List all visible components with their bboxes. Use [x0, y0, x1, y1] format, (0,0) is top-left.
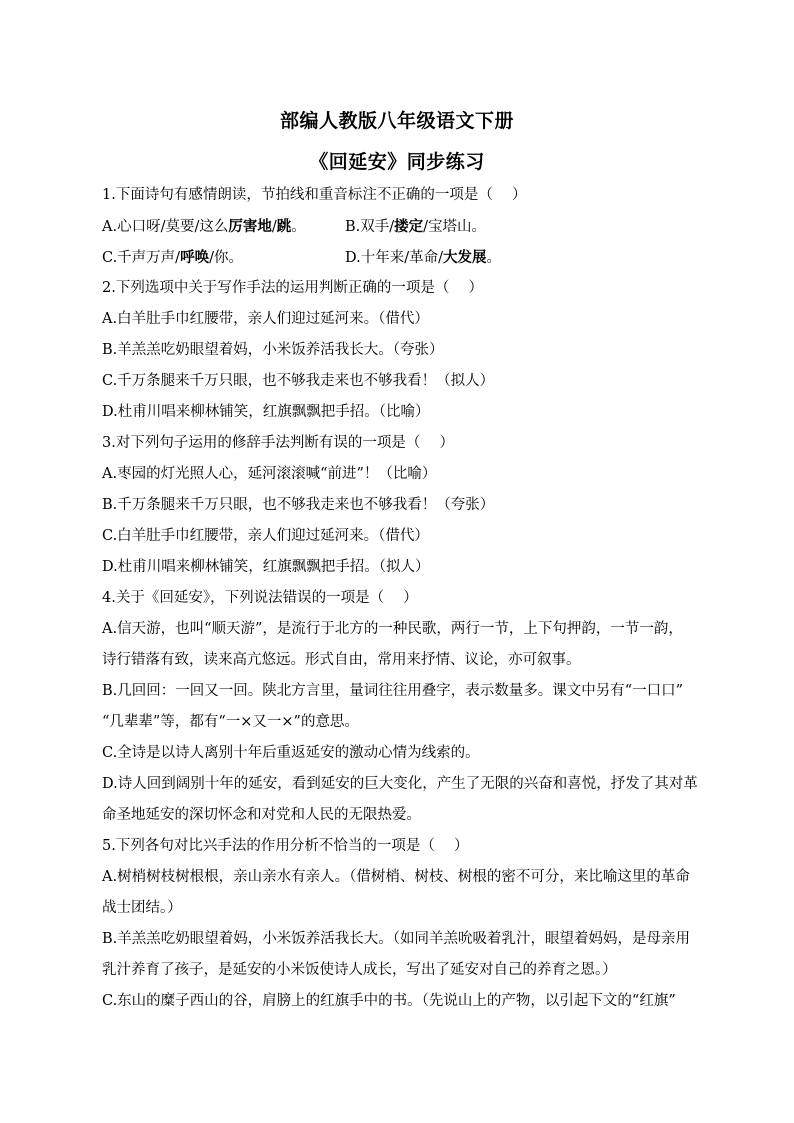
question-5-option-c-line-1: C.东山的糜子西山的谷，肩膀上的红旗手中的书。（先说山上的产物，以引起下文的“红旗”: [102, 993, 676, 1009]
question-3-option-a: A.枣园的灯光照人心，延河滚滚喊“前进”！（比喻）: [102, 466, 437, 482]
question-3-option-c: C.白羊肚手巾红腰带，亲人们迎过延河来。（借代）: [102, 528, 429, 544]
question-4-option-b-line-1: B.几回回：一回又一回。陕北方言里，量词往往用叠字，表示数量多。课文中另有“一口口”: [102, 683, 684, 699]
question-2-option-c: C.千万条腿来千万只眼，也不够我走来也不够我看！（拟人）: [102, 373, 495, 389]
exercise-content: [102, 180, 732, 1017]
question-5-stem: 5.下列各句对比兴手法的作用分析不恰当的一项是（ ）: [102, 838, 469, 854]
question-2-stem: 2.下列选项中关于写作手法的运用判断正确的一项是（ ）: [102, 280, 483, 296]
question-4-option-a-line-1: A.信天游，也叫“顺天游”，是流行于北方的一种民歌，两行一节，上下句押韵，一节一韵，: [102, 621, 683, 637]
question-4-option-c: C.全诗是以诗人离别十年后重返延安的激动心情为线索的。: [102, 745, 480, 761]
question-1-option-c: C.千声万声/呼唤/你。: [102, 249, 243, 266]
question-1-option-b: B.双手/搂定/宝塔山。: [345, 218, 487, 235]
question-3-option-b: B.千万条腿来千万只眼，也不够我走来也不够我看！（夸张）: [102, 497, 495, 513]
question-4-stem: 4.关于《回延安》，下列说法错误的一项是（ ）: [102, 590, 418, 606]
question-5-option-b-line-1: B.羊羔羔吃奶眼望着妈，小米饭养活我长大。（如同羊羔吮吸着乳汁，眼望着妈妈，是母亲用: [102, 931, 691, 947]
question-4-option-d-line-1: D.诗人回到阔别十年的延安，看到延安的巨大变化，产生了无限的兴奋和喜悦，抒发了其对革: [102, 776, 698, 792]
document-title: 部编人教版八年级语文下册: [279, 110, 514, 132]
question-1-stem: 1.下面诗句有感情朗读，节拍线和重音标注不正确的一项是（ ）: [102, 187, 527, 203]
question-1-option-a: A.心口呀/莫要/这么厉害地/跳。: [102, 218, 306, 235]
question-2-option-a: A.白羊肚手巾红腰带，亲人们迎过延河来。（借代）: [102, 311, 429, 327]
question-5-option-a-line-2: 战士团结。）: [102, 900, 182, 916]
question-2-option-d: D.杜甫川唱来柳林铺笑，红旗飘飘把手招。（比喻）: [102, 404, 430, 420]
question-4-option-a-line-2: 诗行错落有致，读来高亢悠远。形式自由，常用来抒情、议论，亦可叙事。: [102, 652, 581, 668]
question-5-option-a-line-1: A.树梢树枝树根根，亲山亲水有亲人。（借树梢、树枝、树根的密不可分，来比喻这里的革命: [102, 869, 690, 885]
document-subtitle: 《回延安》同步练习: [309, 151, 485, 173]
question-3-option-d: D.杜甫川唱来柳林铺笑，红旗飘飘把手招。（拟人）: [102, 559, 430, 575]
question-4-option-b-line-2: “几辈辈”等，都有“一×又一×”的意思。: [102, 714, 359, 730]
question-1-options-row-2: [102, 242, 732, 273]
question-1-options-row-1: [102, 211, 732, 242]
question-3-stem: 3.对下列句子运用的修辞手法判断有误的一项是（ ）: [102, 435, 454, 451]
question-1-option-d: D.十年来/革命/大发展。: [345, 249, 501, 266]
question-2-option-b: B.羊羔羔吃奶眼望着妈，小米饭养活我长大。（夸张）: [102, 342, 444, 358]
question-5-option-b-line-2: 乳汁养育了孩子，是延安的小米饭使诗人成长，写出了延安对自己的养育之恩。）: [102, 962, 617, 978]
question-4-option-d-line-2: 命圣地延安的深切怀念和对党和人民的无限热爱。: [102, 807, 421, 823]
